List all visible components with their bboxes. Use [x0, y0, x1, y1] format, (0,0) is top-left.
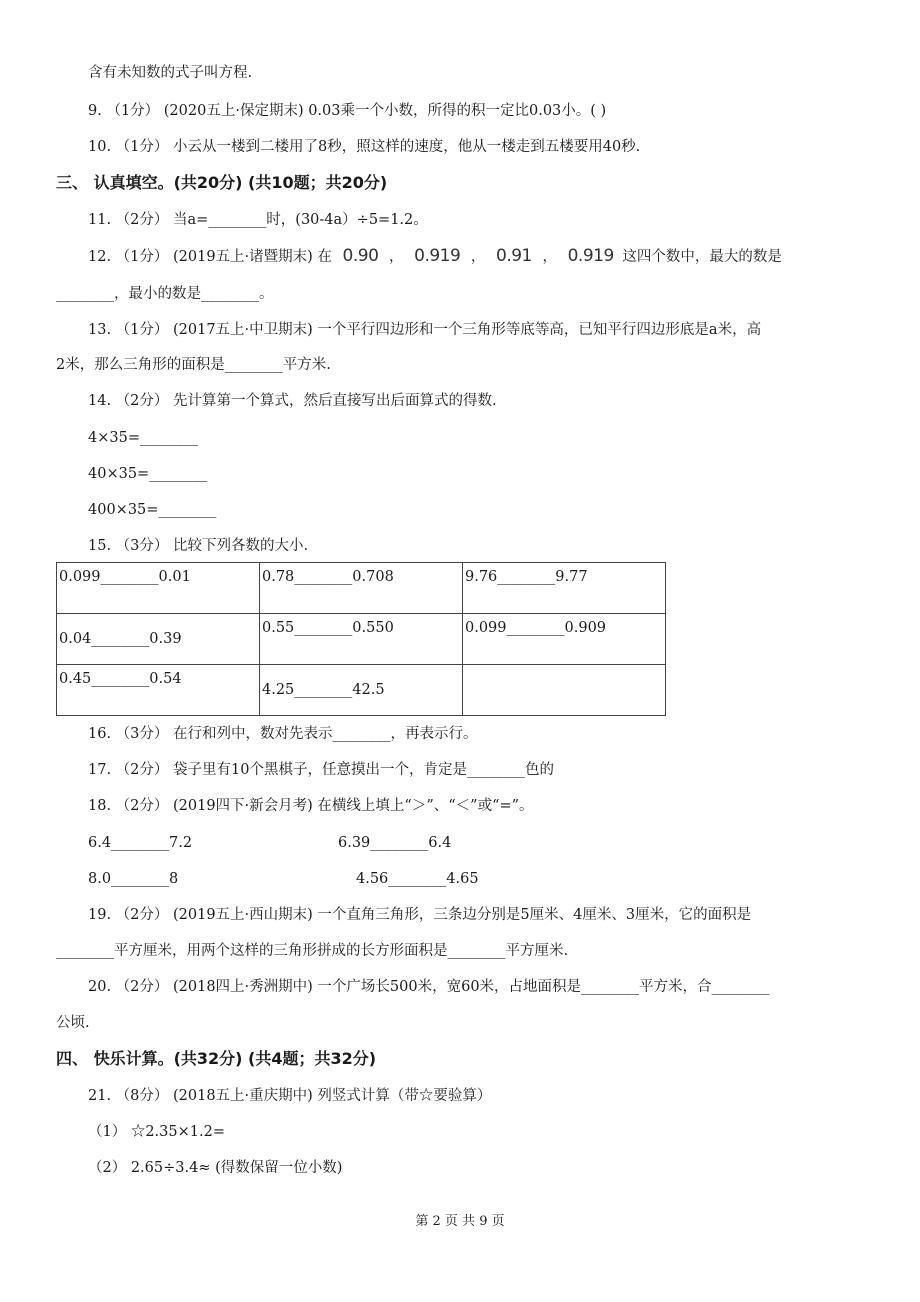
calc-40x35: 40×35=________: [88, 466, 208, 482]
question-19: 19. （2分） (2019五上·西山期末) 一个直角三角形，三条边分别是5厘米、4厘米、3厘米，它的面积是: [88, 907, 752, 923]
number-0-91: 0.91: [496, 246, 532, 266]
section-4-heading: 四、 快乐计算。(共32分) (共4题；共32分): [56, 1049, 377, 1068]
number-0-919-b: 0.919: [567, 246, 614, 266]
cell-text: 0.78________0.708: [262, 569, 394, 585]
table-cell: [463, 614, 666, 665]
section-3-heading: 三、 认真填空。(共20分) (共10题；共20分): [56, 173, 388, 192]
question-13: 13. （1分） (2017五上·中卫期末) 一个平行四边形和一个三角形等底等高，已知平行四边形底是a米，高: [88, 322, 762, 338]
page-footer: 第 2 页 共 9 页: [415, 1214, 505, 1229]
question-12-prefix: 12. （1分） (2019五上·诸暨期末) 在: [88, 249, 332, 265]
cell-text: 0.45________0.54: [59, 671, 182, 687]
cell-text: 0.099________0.01: [59, 569, 191, 585]
compare-8-0-8: 8.0________8: [88, 871, 179, 887]
cell-text: 4.25________42.5: [262, 682, 385, 698]
table-cell: [260, 614, 463, 665]
question-19-line2: ________平方厘米，用两个这样的三角形拼成的长方形面积是________平方厘米.: [56, 943, 569, 959]
text-line: 含有未知数的式子叫方程.: [88, 65, 253, 81]
compare-6-39-6-4: 6.39________6.4: [338, 835, 452, 851]
cell-text: 0.099________0.909: [465, 620, 607, 636]
table-cell: [463, 665, 666, 716]
number-0-90: 0.90: [342, 246, 379, 266]
question-10: 10. （1分） 小云从一楼到二楼用了8秒，照这样的速度，他从一楼走到五楼要用40秒.: [88, 139, 641, 155]
question-12-line2: ________，最小的数是________。: [56, 286, 274, 302]
question-20: 20. （2分） (2018四上·秀洲期中) 一个广场长500米，宽60米，占地面积是________平方米，合________: [88, 979, 770, 995]
calc-400x35: 400×35=________: [88, 502, 217, 518]
question-21-part2: （2） 2.65÷3.4≈ (得数保留一位小数): [88, 1160, 343, 1176]
question-11: 11. （2分） 当a=________时，(30-4a）÷5=1.2。: [88, 212, 428, 228]
question-13-line2: 2米，那么三角形的面积是________平方米.: [56, 357, 331, 373]
calc-4x35: 4×35=________: [88, 430, 198, 446]
question-21-part1: （1） ☆2.35×1.2=: [88, 1124, 225, 1140]
cell-text: 9.76________9.77: [465, 569, 588, 585]
question-17: 17. （2分） 袋子里有10个黑棋子，任意摸出一个，肯定是________色的: [88, 762, 554, 778]
table-cell: [57, 614, 260, 665]
question-9: 9. （1分） (2020五上·保定期末) 0.03乘一个小数，所得的积一定比0.03小。( ): [88, 103, 607, 119]
number-0-919-a: 0.919: [414, 246, 461, 266]
table-cell: [260, 665, 463, 716]
question-21: 21. （8分） (2018五上·重庆期中) 列竖式计算（带☆要验算）: [88, 1088, 492, 1104]
question-14: 14. （2分） 先计算第一个算式，然后直接写出后面算式的得数.: [88, 393, 497, 409]
cell-text: 0.04________0.39: [59, 631, 182, 647]
question-12: 12. （1分） (2019五上·诸暨期末) 在 0.90 ， 0.919 ， 0.91 ， 0.919 这四个数中，最大的数是: [88, 246, 782, 266]
question-18: 18. （2分） (2019四下·新会月考) 在横线上填上“＞”、“＜”或“=”。: [88, 798, 534, 814]
comparison-table: [56, 562, 666, 716]
table-cell: [57, 665, 260, 716]
question-16: 16. （3分） 在行和列中，数对先表示________，再表示行。: [88, 726, 478, 742]
question-20-line2: 公顷.: [56, 1015, 90, 1031]
compare-4-56-4-65: 4.56________4.65: [356, 871, 479, 887]
compare-6-4-7-2: 6.4________7.2: [88, 835, 193, 851]
table-cell: [260, 563, 463, 614]
question-12-suffix: 这四个数中，最大的数是: [622, 249, 782, 265]
question-15: 15. （3分） 比较下列各数的大小.: [88, 538, 309, 554]
cell-text: 0.55________0.550: [262, 620, 394, 636]
table-cell: [57, 563, 260, 614]
table-cell: [463, 563, 666, 614]
